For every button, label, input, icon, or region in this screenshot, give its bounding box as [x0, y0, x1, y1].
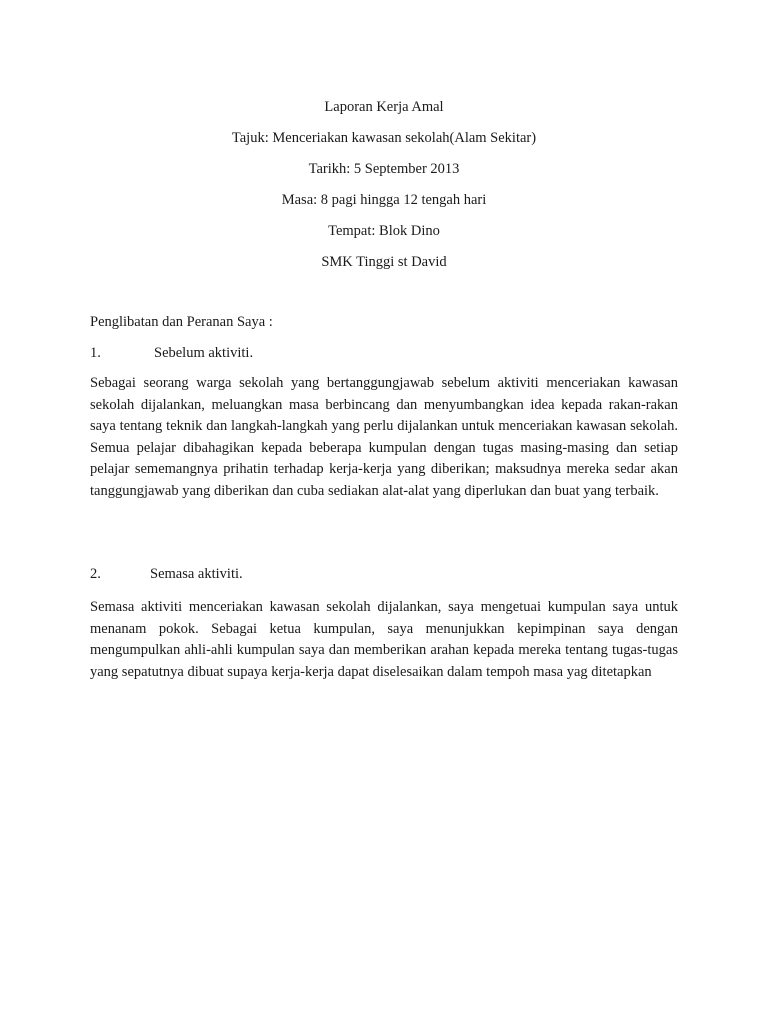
- report-title: Laporan Kerja Amal: [324, 99, 444, 115]
- section-title-1: Sebelum aktiviti.: [154, 345, 254, 361]
- section-paragraph-2: Semasa aktiviti menceriakan kawasan sekolah dijalankan, saya mengetuai kumpulan saya untuk menanam pokok. Sebagai ketua kumpulan, saya menunjukkan kepimpinan saya dengan mengumpulkan ahli-ahli kumpulan saya dan memberikan arahan kepada mereka tentang tugas-tugas yang sepatutnya dibuat supaya kerja-kerja dapat diselesaikan dalam tempoh masa yag ditetapkan: [90, 599, 678, 680]
- section-title-2: Semasa aktiviti.: [150, 566, 243, 582]
- section-paragraph-1: Sebagai seorang warga sekolah yang bertanggungjawab sebelum aktiviti menceriakan kawasan sekolah dijalankan, meluangkan masa berbincang dan menyumbangkan idea kepada rakan-rakan saya tentang teknik dan langkah-langkah yang perlu dijalankan untuk menceriakan kawasan sekolah. Semua pelajar dibahagikan kepada beberapa kumpulan dengan tugas masing-masing dan setiap pelajar sememangnya prihatin terhadap kerja-kerja yang diberikan; maksudnya mereka sedar akan tanggungjawab yang diberikan dan cuba sediakan alat-alat yang diperlukan dan buat yang terbaik.: [90, 375, 678, 499]
- report-time: Masa: 8 pagi hingga 12 tengah hari: [281, 192, 487, 208]
- report-venue: Tempat: Blok Dino: [328, 223, 440, 239]
- section-number-1: 1.: [90, 345, 101, 361]
- report-topic: Tajuk: Menceriakan kawasan sekolah(Alam Sekitar): [231, 130, 537, 146]
- involvement-label: Penglibatan dan Peranan Saya :: [90, 314, 273, 330]
- report-school: SMK Tinggi st David: [321, 254, 447, 270]
- report-header: [0, 92, 768, 278]
- section-heading-1: [90, 343, 678, 363]
- section-number-2: 2.: [90, 566, 101, 582]
- report-date: Tarikh: 5 September 2013: [308, 161, 460, 177]
- section-heading-2: [90, 564, 678, 584]
